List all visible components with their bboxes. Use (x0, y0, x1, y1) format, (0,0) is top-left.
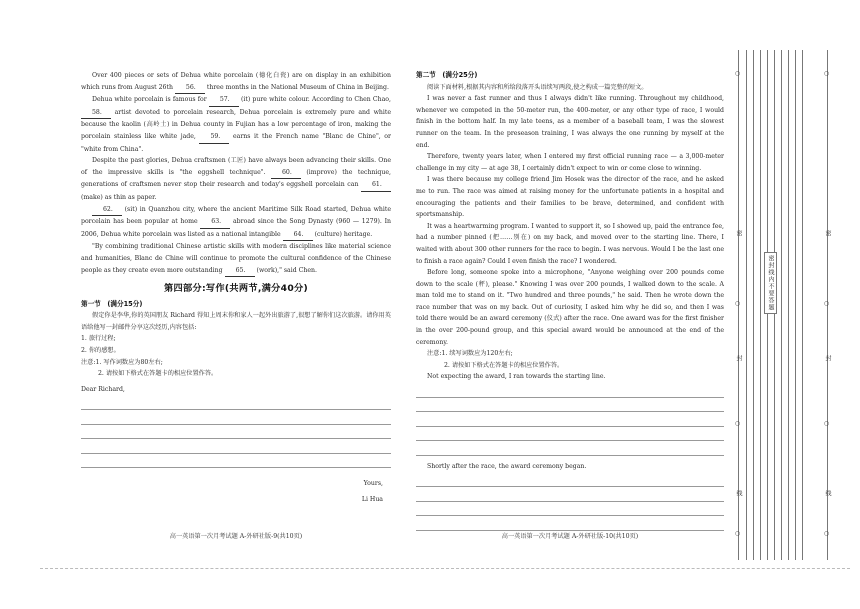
page-footer-right: 高一英语第一次月考试题 A-外研社版-10(共10页) (501, 533, 639, 540)
story-paragraph-3: I was there because my college friend Jim Hosek was the director of the race, and he asked me to run. The race was aimed at raising money for the unfortunate patients in a hospital and encouraging the patients and their families to be brave, determined, and confident with sportsmanship. (416, 176, 724, 219)
writing-line[interactable] (81, 454, 391, 469)
part-title: 第四部分:写作(共两节,满分40分) (164, 283, 308, 295)
writing-line[interactable] (416, 502, 724, 517)
writing-line[interactable] (81, 395, 391, 410)
binding-line (746, 50, 747, 560)
continuation-start-1: Not expecting the award, I ran towards the starting line. (427, 373, 606, 381)
paragraph-1: Over 400 pieces or sets of Dehua white porcelain (德化白瓷) are on display in an exhibition which runs from August 26th 56. three months in the National Museum of China in Beijing. (81, 70, 391, 94)
blank-62: 62. (92, 204, 122, 217)
writing-line[interactable] (81, 410, 391, 425)
seal-mark-xian: 线 (824, 490, 831, 496)
story-paragraph-4: It was a heartwarming program. I wanted to support it, so I showed up, paid the entrance fee, had a number pinned (把……别在) on my back, and moved over to the starting line. There, I waited with about 300 other runners for the race to begin. I was nervous. Would I be the last one to finish a race again? Could I even finish the race? I wondered. (416, 222, 724, 265)
letter-signature: Li Hua (361, 496, 383, 503)
binding-line (802, 50, 803, 560)
paragraph-4: 62. (sit) in Quanzhou city, where the ancient Maritime Silk Road started, Dehua white porcelain has been popular at home 63. abroad since the Song Dynasty (960 — 1279). In 2006, Dehua white porcelain was listed as a national intangible 64. (culture) heritage. (81, 204, 391, 242)
seal-notice: 密封线内不要答题 (764, 252, 777, 314)
seal-mark-circle: ○ (734, 420, 741, 427)
blank-65: 65. (225, 265, 255, 278)
seal-mark-mi: 密 (824, 230, 831, 236)
seal-mark-circle: ○ (734, 530, 741, 537)
story-paragraph-2: Therefore, twenty years later, when I entered my first official running race — a 3,000-meter challenge in my city — at age 38, I certainly didn't expect to win or come close to winning. (416, 153, 724, 172)
section2-task: 阅读下面材料,根据其内容和所给段落开头语续写两段,使之构成一篇完整的短文。 (427, 83, 648, 91)
section1-note-1: 注意:1. 写作词数应为80左右; (81, 358, 163, 366)
writing-lines-right-2 (416, 473, 724, 531)
blank-56: 56. (175, 82, 205, 95)
story-paragraph-5: Before long, someone spoke into a microphone, "Anyone weighing over 200 pounds come down to the scale (秤), please." Knowing I was over 200 pounds, I walked down to the scale. A man told me to stand on it. "Two hundred and three pounds," he said. Then he wrote down the race number that was on my back. Out of curiosity, I asked him why he did so, and then I was told there would be an award ceremony (仪式) after the race. One award was for the first finisher in the over 200-pound group, and this special award would be announced at the end of the ceremony. (416, 269, 724, 346)
writing-line[interactable] (416, 441, 724, 456)
section2-note-2: 2. 请按如下格式在答题卡的相应位置作答。 (444, 361, 564, 369)
section1-item-1: 1. 旅行过程; (81, 335, 116, 343)
blank-59: 59. (199, 131, 229, 144)
page-footer-left: 高一英语第一次月考试题 A-外研社版-9(共10页) (169, 533, 303, 540)
writing-line[interactable] (416, 398, 724, 413)
writing-line[interactable] (416, 427, 724, 442)
left-page (81, 70, 391, 506)
seal-mark-mi: 密 (735, 230, 742, 236)
section2-title: 第二节 (满分25分) (416, 71, 478, 79)
writing-line[interactable] (416, 383, 724, 398)
section1-task: 假定你是李华,你的英国朋友 Richard 得知上周末你和家人一起外出旅游了,很想了解你们这次旅游。请你用英语给他写一封邮件分享这次经历,内容包括: (81, 312, 391, 331)
blank-63: 63. (200, 216, 230, 229)
writing-line[interactable] (81, 439, 391, 454)
binding-line (788, 50, 789, 560)
letter-greeting: Dear Richard, (81, 385, 125, 393)
paragraph-2: Dehua white porcelain is famous for 57. (it) pure white colour. According to Chen Chao, 58. artist devoted to porcelain research, Dehua porcelain is extremely pure and white because the kaolin (高岭土) in Dehua county in Fujian has a low percentage of iron, making the porcelain stainless like white jade, 59. earns it the French name "Blanc de Chine", or "white from China". (81, 96, 391, 153)
binding-line (760, 50, 761, 560)
section2-note-1: 注意:1. 续写词数应为120左右; (427, 350, 513, 358)
seal-mark-circle: ○ (734, 70, 741, 77)
continuation-start-2: Shortly after the race, the award ceremony began. (427, 463, 587, 470)
section1-note-2: 2. 请按如下格式在答题卡的相应位置作答。 (98, 370, 218, 378)
blank-64: 64. (283, 229, 313, 242)
writing-line[interactable] (416, 516, 724, 531)
blank-61: 61. (361, 179, 391, 192)
seal-mark-feng: 封 (824, 355, 831, 361)
writing-lines-right-1 (416, 383, 724, 456)
section1-title: 第一节 (满分15分) (81, 299, 143, 308)
section1-item-2: 2. 你的感想。 (81, 347, 120, 355)
seal-mark-circle: ○ (823, 300, 830, 307)
blank-60: 60. (271, 167, 301, 180)
binding-line (795, 50, 796, 560)
seal-mark-xian: 线 (735, 490, 742, 496)
right-page (416, 70, 724, 531)
letter-closing: Yours, (363, 480, 383, 488)
binding-line (753, 50, 754, 560)
seal-mark-circle: ○ (823, 70, 830, 77)
story-paragraph-1: I was never a fast runner and thus I always didn't like running. Throughout my childhood, whenever we competed in the 50-meter run, the 400-meter, or any other type of race, I would finish in the bottom half. In my late teens, as a member of a baseball team, I was the slowest runner on the team. In the preseason training, I was always the one running by myself at the end. (416, 95, 724, 149)
blank-57: 57. (209, 94, 239, 107)
writing-line[interactable] (81, 425, 391, 440)
seal-mark-feng: 封 (735, 355, 742, 361)
paragraph-5: "By combining traditional Chinese artistic skills with modern disciplines like material science and humanities, Blanc de Chine will continue to promote the cultural confidence of the Chinese people as they create even more outstanding 65. (work)," said Chen. (81, 241, 391, 277)
seal-mark-circle: ○ (823, 420, 830, 427)
seal-mark-circle: ○ (734, 300, 741, 307)
paragraph-3: Despite the past glories, Dehua craftsmen (工匠) have always been advancing their skills. One of the impressive skills is "the eggshell technique". 60. (improve) the technique, generations of craftsmen never stop their research and today's eggshell porcelain can 61. (make) as thin as paper. (81, 157, 391, 201)
writing-line[interactable] (416, 473, 724, 488)
binding-line (781, 50, 782, 560)
writing-line[interactable] (416, 487, 724, 502)
seal-mark-circle: ○ (823, 530, 830, 537)
blank-58: 58. (81, 107, 111, 120)
writing-line[interactable] (416, 412, 724, 427)
bottom-cut-line (40, 568, 850, 569)
writing-lines-left (81, 395, 391, 468)
